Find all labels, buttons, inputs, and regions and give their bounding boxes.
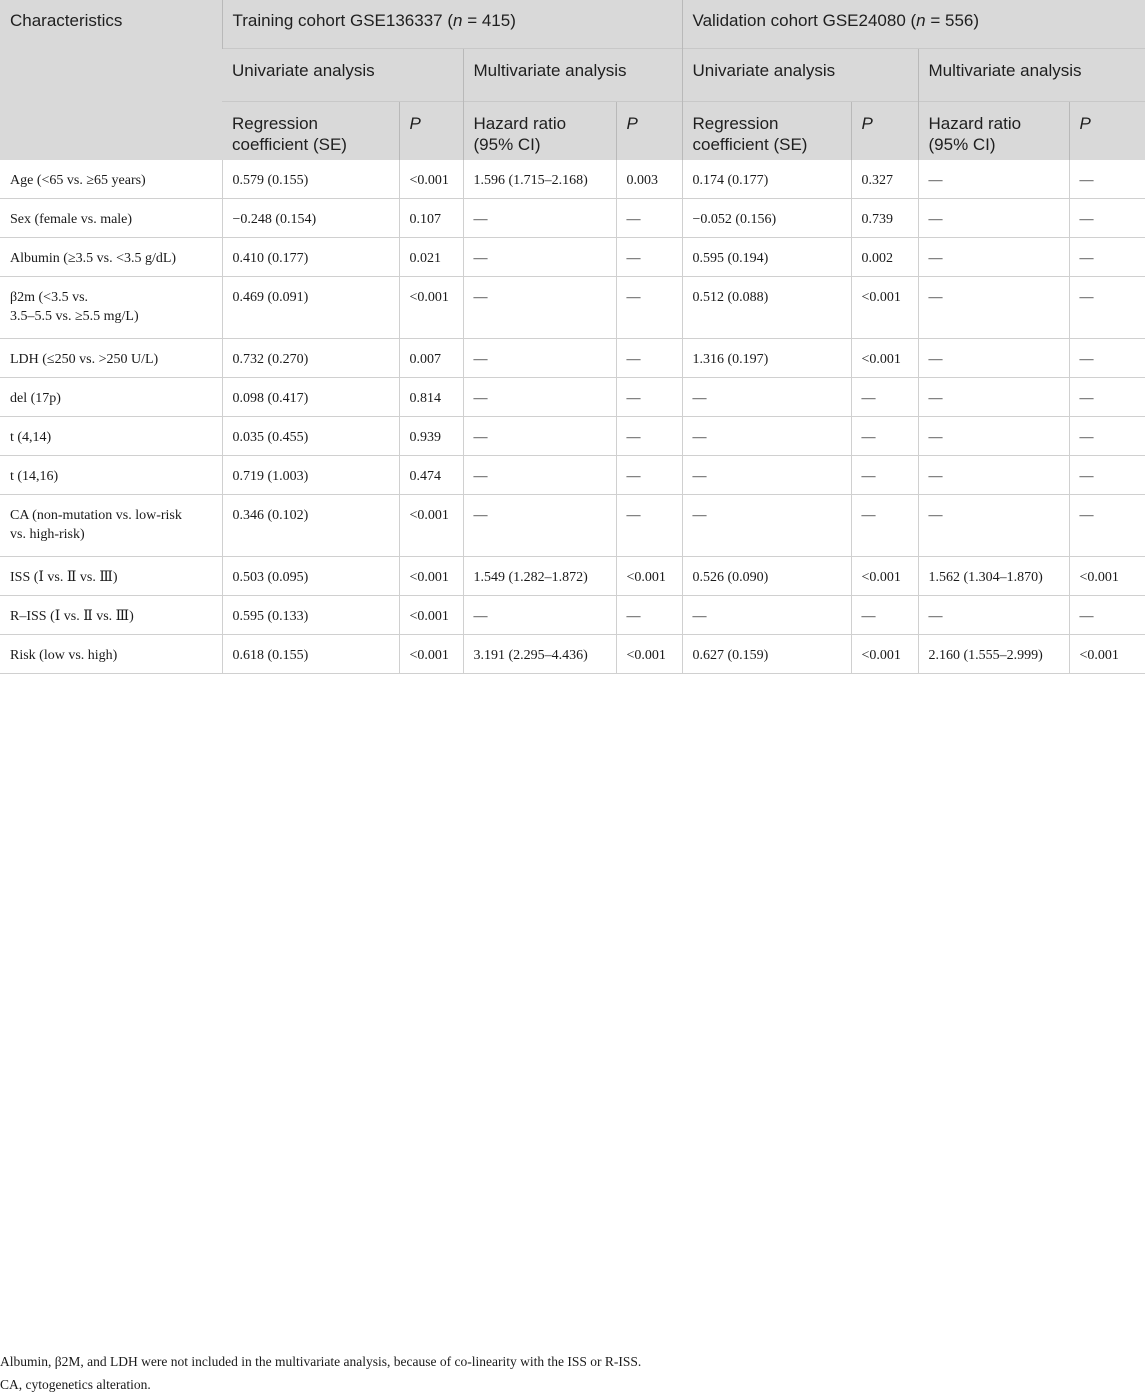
training-multi-p-header: P <box>616 102 682 161</box>
table-row <box>0 238 1145 277</box>
training-multi-p-cell: — <box>616 199 682 238</box>
training-multi-p-cell: — <box>616 277 682 339</box>
row-characteristic-line: Sex (female vs. male) <box>10 212 133 227</box>
validation-multi-p-cell: — <box>1069 339 1145 378</box>
validation-hazard-cell: — <box>918 277 1069 339</box>
row-characteristic-line: vs. high-risk) <box>10 527 85 542</box>
table-row <box>0 339 1145 378</box>
row-characteristic-line: t (14,16) <box>10 469 59 484</box>
training-hazard-cell: — <box>463 596 616 635</box>
training-multivariate-header: Multivariate analysis <box>463 49 682 102</box>
training-hazard-cell: 3.191 (2.295–4.436) <box>463 635 616 674</box>
validation-uni-p-cell: <0.001 <box>851 635 918 674</box>
table-row <box>0 417 1145 456</box>
training-uni-p-cell: <0.001 <box>399 557 463 596</box>
row-characteristic <box>0 378 222 417</box>
validation-multi-p-cell: — <box>1069 417 1145 456</box>
table-header <box>0 0 1145 160</box>
footnote-ca: CA, cytogenetics alteration. <box>0 1377 151 1392</box>
training-regression-cell: 0.595 (0.133) <box>222 596 399 635</box>
validation-uni-p-cell: <0.001 <box>851 277 918 339</box>
validation-hazard-cell: — <box>918 199 1069 238</box>
validation-multi-p-cell: — <box>1069 378 1145 417</box>
row-characteristic-line: del (17p) <box>10 391 61 406</box>
training-uni-p-header: P <box>399 102 463 161</box>
training-hazard-cell: — <box>463 495 616 557</box>
validation-multi-p-cell: — <box>1069 160 1145 199</box>
validation-uni-p-cell: — <box>851 417 918 456</box>
training-cohort-header: Training cohort GSE136337 (n = 415) <box>222 0 682 49</box>
validation-multi-p-header: P <box>1069 102 1145 161</box>
validation-regression-cell: 1.316 (0.197) <box>682 339 851 378</box>
table-row <box>0 495 1145 557</box>
row-characteristic <box>0 339 222 378</box>
validation-multi-p-cell: — <box>1069 238 1145 277</box>
training-uni-p-cell: 0.007 <box>399 339 463 378</box>
training-hazard-cell: — <box>463 238 616 277</box>
validation-multi-p-cell: — <box>1069 277 1145 339</box>
validation-hazard-cell: — <box>918 378 1069 417</box>
validation-hazard-cell: — <box>918 339 1069 378</box>
row-characteristic-line: Albumin (≥3.5 vs. <3.5 g/dL) <box>10 251 177 266</box>
training-hazard-cell: — <box>463 199 616 238</box>
validation-multi-p-cell: — <box>1069 199 1145 238</box>
training-multi-p-cell: — <box>616 456 682 495</box>
validation-uni-p-cell: 0.739 <box>851 199 918 238</box>
training-multi-p-cell: <0.001 <box>616 557 682 596</box>
training-multi-p-cell: — <box>616 495 682 557</box>
training-multi-p-cell: <0.001 <box>616 635 682 674</box>
table-row <box>0 456 1145 495</box>
table-row <box>0 635 1145 674</box>
validation-regression-cell: — <box>682 378 851 417</box>
training-regression-cell: 0.579 (0.155) <box>222 160 399 199</box>
training-multi-p-cell: — <box>616 238 682 277</box>
row-characteristic <box>0 417 222 456</box>
row-characteristic <box>0 199 222 238</box>
row-characteristic <box>0 456 222 495</box>
training-multi-p-cell: — <box>616 596 682 635</box>
validation-regression-cell: 0.512 (0.088) <box>682 277 851 339</box>
validation-uni-p-cell: — <box>851 378 918 417</box>
validation-regression-cell: 0.526 (0.090) <box>682 557 851 596</box>
training-multi-p-cell: — <box>616 417 682 456</box>
training-hazard-cell: 1.596 (1.715–2.168) <box>463 160 616 199</box>
validation-hazard-cell: — <box>918 238 1069 277</box>
characteristics-header: Characteristics <box>0 0 222 160</box>
validation-uni-p-cell: 0.002 <box>851 238 918 277</box>
validation-uni-p-cell: — <box>851 456 918 495</box>
training-uni-p-cell: <0.001 <box>399 635 463 674</box>
table-row <box>0 557 1145 596</box>
validation-uni-p-cell: — <box>851 495 918 557</box>
row-characteristic-line: 3.5–5.5 vs. ≥5.5 mg/L) <box>10 309 139 324</box>
row-characteristic <box>0 635 222 674</box>
row-characteristic-line: CA (non-mutation vs. low-risk <box>10 508 182 523</box>
validation-cohort-header: Validation cohort GSE24080 (n = 556) <box>682 0 1145 49</box>
validation-hazard-cell: 1.562 (1.304–1.870) <box>918 557 1069 596</box>
training-regression-cell: 0.732 (0.270) <box>222 339 399 378</box>
training-regression-cell: 0.618 (0.155) <box>222 635 399 674</box>
training-univariate-header: Univariate analysis <box>222 49 463 102</box>
training-hazard-cell: — <box>463 339 616 378</box>
training-uni-p-cell: <0.001 <box>399 277 463 339</box>
validation-hazard-cell: — <box>918 495 1069 557</box>
training-regression-cell: 0.346 (0.102) <box>222 495 399 557</box>
validation-regression-cell: 0.595 (0.194) <box>682 238 851 277</box>
training-uni-p-cell: <0.001 <box>399 495 463 557</box>
row-characteristic-line: LDH (≤250 vs. >250 U/L) <box>10 352 159 367</box>
validation-uni-p-cell: 0.327 <box>851 160 918 199</box>
training-regression-header: Regression coefficient (SE) <box>222 102 399 161</box>
table-row <box>0 378 1145 417</box>
training-regression-cell: 0.469 (0.091) <box>222 277 399 339</box>
training-hazard-cell: 1.549 (1.282–1.872) <box>463 557 616 596</box>
table-row <box>0 160 1145 199</box>
validation-multivariate-header: Multivariate analysis <box>918 49 1145 102</box>
validation-uni-p-cell: <0.001 <box>851 557 918 596</box>
table-body <box>0 160 1145 674</box>
training-multi-p-cell: 0.003 <box>616 160 682 199</box>
validation-multi-p-cell: — <box>1069 456 1145 495</box>
training-uni-p-cell: 0.107 <box>399 199 463 238</box>
validation-regression-header: Regression coefficient (SE) <box>682 102 851 161</box>
training-hazard-cell: — <box>463 378 616 417</box>
training-regression-cell: −0.248 (0.154) <box>222 199 399 238</box>
training-uni-p-cell: 0.814 <box>399 378 463 417</box>
row-characteristic <box>0 238 222 277</box>
row-characteristic <box>0 277 222 339</box>
row-characteristic-line: R–ISS (Ⅰ vs. Ⅱ vs. Ⅲ) <box>10 609 134 624</box>
table-row <box>0 277 1145 339</box>
validation-uni-p-cell: <0.001 <box>851 339 918 378</box>
validation-regression-cell: — <box>682 456 851 495</box>
validation-multi-p-cell: <0.001 <box>1069 635 1145 674</box>
row-characteristic <box>0 596 222 635</box>
training-hazard-cell: — <box>463 277 616 339</box>
validation-regression-cell: — <box>682 596 851 635</box>
training-uni-p-cell: 0.474 <box>399 456 463 495</box>
row-characteristic-line: Risk (low vs. high) <box>10 648 118 663</box>
training-multi-p-cell: — <box>616 378 682 417</box>
row-characteristic-line: Age (<65 vs. ≥65 years) <box>10 173 146 188</box>
validation-hazard-cell: — <box>918 456 1069 495</box>
training-regression-cell: 0.035 (0.455) <box>222 417 399 456</box>
validation-regression-cell: −0.052 (0.156) <box>682 199 851 238</box>
validation-multi-p-cell: — <box>1069 596 1145 635</box>
validation-hazard-cell: 2.160 (1.555–2.999) <box>918 635 1069 674</box>
validation-uni-p-header: P <box>851 102 918 161</box>
training-regression-cell: 0.503 (0.095) <box>222 557 399 596</box>
validation-hazard-header: Hazard ratio (95% CI) <box>918 102 1069 161</box>
validation-regression-cell: — <box>682 495 851 557</box>
row-characteristic-line: t (4,14) <box>10 430 52 445</box>
row-characteristic <box>0 557 222 596</box>
footnote-multivariate: Albumin, β2M, and LDH were not included in the multivariate analysis, because of co-linearity with the ISS or R-ISS. <box>0 1354 642 1369</box>
table-row <box>0 199 1145 238</box>
validation-regression-cell: 0.174 (0.177) <box>682 160 851 199</box>
validation-multi-p-cell: <0.001 <box>1069 557 1145 596</box>
validation-uni-p-cell: — <box>851 596 918 635</box>
table-row <box>0 596 1145 635</box>
validation-hazard-cell: — <box>918 160 1069 199</box>
training-hazard-header: Hazard ratio (95% CI) <box>463 102 616 161</box>
validation-regression-cell: 0.627 (0.159) <box>682 635 851 674</box>
cox-regression-table <box>0 0 1145 674</box>
training-regression-cell: 0.410 (0.177) <box>222 238 399 277</box>
row-characteristic <box>0 495 222 557</box>
training-multi-p-cell: — <box>616 339 682 378</box>
training-uni-p-cell: <0.001 <box>399 596 463 635</box>
training-uni-p-cell: 0.939 <box>399 417 463 456</box>
validation-regression-cell: — <box>682 417 851 456</box>
row-characteristic <box>0 160 222 199</box>
validation-multi-p-cell: — <box>1069 495 1145 557</box>
row-characteristic-line: ISS (Ⅰ vs. Ⅱ vs. Ⅲ) <box>10 570 118 585</box>
training-hazard-cell: — <box>463 456 616 495</box>
training-uni-p-cell: <0.001 <box>399 160 463 199</box>
training-hazard-cell: — <box>463 417 616 456</box>
validation-hazard-cell: — <box>918 596 1069 635</box>
training-regression-cell: 0.719 (1.003) <box>222 456 399 495</box>
training-regression-cell: 0.098 (0.417) <box>222 378 399 417</box>
training-uni-p-cell: 0.021 <box>399 238 463 277</box>
row-characteristic-line: β2m (<3.5 vs. <box>10 290 89 305</box>
validation-hazard-cell: — <box>918 417 1069 456</box>
validation-univariate-header: Univariate analysis <box>682 49 918 102</box>
